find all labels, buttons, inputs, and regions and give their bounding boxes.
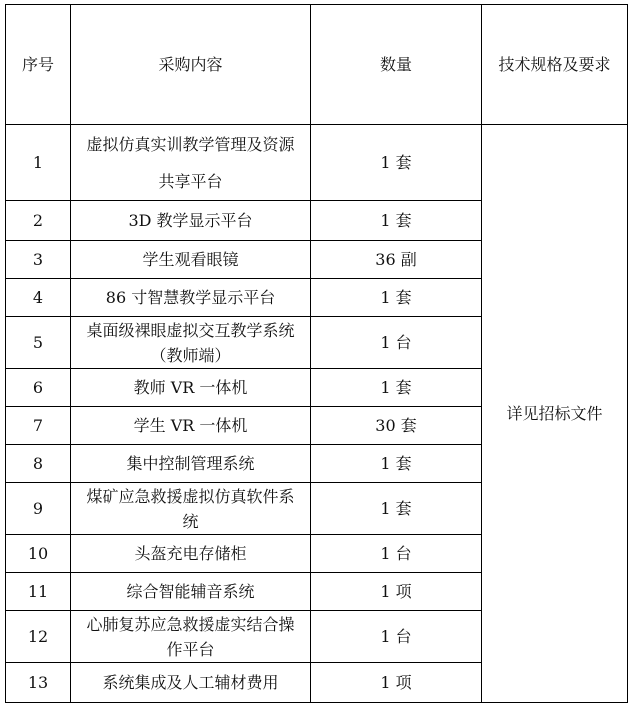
row-content: 头盔充电存储柜: [71, 535, 311, 573]
header-index: 序号: [6, 5, 71, 125]
row-quantity: 1 套: [311, 279, 482, 317]
row-content: 煤矿应急救援虚拟仿真软件系统: [71, 483, 311, 535]
procurement-table: [5, 4, 628, 703]
row-index: 10: [6, 535, 71, 573]
row-index: 5: [6, 317, 71, 369]
row-content: 虚拟仿真实训教学管理及资源共享平台: [71, 125, 311, 201]
row-quantity: 1 套: [311, 201, 482, 241]
row-quantity: 1 项: [311, 663, 482, 703]
header-content: 采购内容: [71, 5, 311, 125]
spec-cell: 详见招标文件: [482, 125, 628, 703]
row-quantity: 1 项: [311, 573, 482, 611]
row-quantity: 1 台: [311, 535, 482, 573]
row-quantity: 1 台: [311, 317, 482, 369]
row-index: 12: [6, 611, 71, 663]
row-index: 11: [6, 573, 71, 611]
row-index: 9: [6, 483, 71, 535]
row-content: 综合智能辅音系统: [71, 573, 311, 611]
row-content: 教师 VR 一体机: [71, 369, 311, 407]
header-quantity: 数量: [311, 5, 482, 125]
row-quantity: 1 套: [311, 445, 482, 483]
table-row: [6, 125, 628, 201]
row-content: 系统集成及人工辅材费用: [71, 663, 311, 703]
row-content: 学生 VR 一体机: [71, 407, 311, 445]
row-index: 8: [6, 445, 71, 483]
row-content: 集中控制管理系统: [71, 445, 311, 483]
row-quantity: 30 套: [311, 407, 482, 445]
row-content: 学生观看眼镜: [71, 241, 311, 279]
row-index: 6: [6, 369, 71, 407]
header-spec: 技术规格及要求: [482, 5, 628, 125]
row-quantity: 1 套: [311, 483, 482, 535]
row-index: 3: [6, 241, 71, 279]
row-index: 7: [6, 407, 71, 445]
row-index: 2: [6, 201, 71, 241]
row-content: 3D 教学显示平台: [71, 201, 311, 241]
row-content: 86 寸智慧教学显示平台: [71, 279, 311, 317]
row-content: 心肺复苏应急救援虚实结合操作平台: [71, 611, 311, 663]
row-quantity: 36 副: [311, 241, 482, 279]
row-quantity: 1 套: [311, 369, 482, 407]
row-quantity: 1 套: [311, 125, 482, 201]
row-index: 4: [6, 279, 71, 317]
row-quantity: 1 台: [311, 611, 482, 663]
row-index: 1: [6, 125, 71, 201]
row-index: 13: [6, 663, 71, 703]
row-content: 桌面级裸眼虚拟交互教学系统（教师端）: [71, 317, 311, 369]
header-row: [6, 5, 628, 125]
